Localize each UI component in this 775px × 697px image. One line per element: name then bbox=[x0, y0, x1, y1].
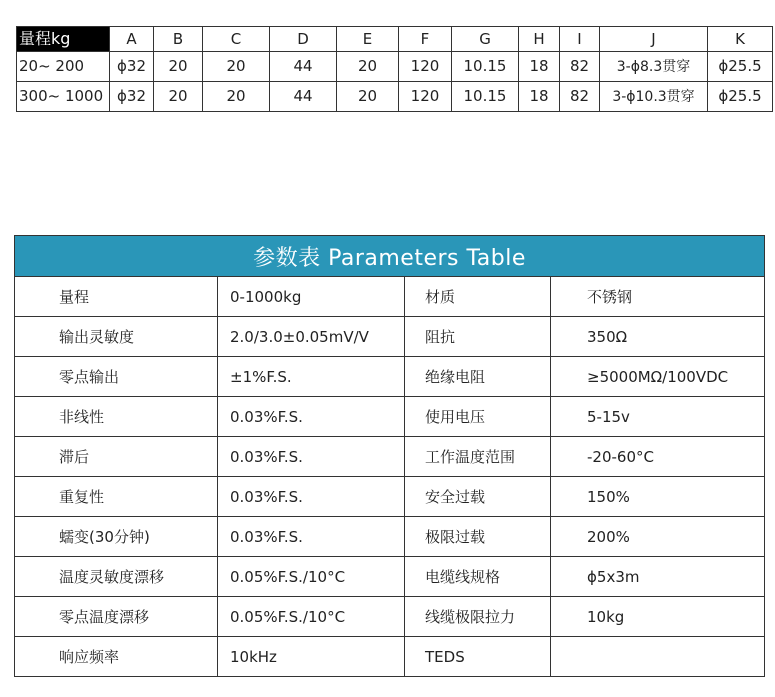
cell-d: 44 bbox=[270, 82, 337, 112]
param-value: 350Ω bbox=[551, 317, 765, 357]
cell-c: 20 bbox=[203, 82, 270, 112]
col-header-j: J bbox=[600, 27, 708, 52]
param-value: -20-60°C bbox=[551, 437, 765, 477]
table-row bbox=[15, 637, 765, 677]
param-name: 滞后 bbox=[15, 437, 218, 477]
range-cell: 20~ 200 bbox=[17, 52, 110, 82]
param-value: 5-15v bbox=[551, 397, 765, 437]
param-name: TEDS bbox=[405, 637, 551, 677]
param-value: 10kHz bbox=[218, 637, 405, 677]
param-value: 150% bbox=[551, 477, 765, 517]
col-header-f: F bbox=[399, 27, 452, 52]
param-value: 200% bbox=[551, 517, 765, 557]
cell-c: 20 bbox=[203, 52, 270, 82]
param-name: 电缆线规格 bbox=[405, 557, 551, 597]
cell-j: 3-ϕ10.3贯穿 bbox=[600, 82, 708, 112]
cell-g: 10.15 bbox=[452, 52, 519, 82]
col-header-k: K bbox=[708, 27, 773, 52]
param-value: 0.05%F.S./10°C bbox=[218, 597, 405, 637]
param-name: 绝缘电阻 bbox=[405, 357, 551, 397]
cell-i: 82 bbox=[560, 82, 600, 112]
table-row bbox=[15, 517, 765, 557]
param-value: ±1%F.S. bbox=[218, 357, 405, 397]
param-name: 温度灵敏度漂移 bbox=[15, 557, 218, 597]
param-name: 工作温度范围 bbox=[405, 437, 551, 477]
param-name: 蠕变(30分钟) bbox=[15, 517, 218, 557]
col-header-b: B bbox=[154, 27, 203, 52]
param-name: 非线性 bbox=[15, 397, 218, 437]
dimension-header-row bbox=[17, 27, 773, 52]
table-row bbox=[17, 82, 773, 112]
cell-f: 120 bbox=[399, 82, 452, 112]
cell-k: ϕ25.5 bbox=[708, 82, 773, 112]
table-row bbox=[15, 557, 765, 597]
table-row bbox=[15, 277, 765, 317]
param-value: 不锈钢 bbox=[551, 277, 765, 317]
range-header: 量程kg bbox=[17, 27, 110, 52]
param-value: 0-1000kg bbox=[218, 277, 405, 317]
param-value: 2.0/3.0±0.05mV/V bbox=[218, 317, 405, 357]
param-name: 阻抗 bbox=[405, 317, 551, 357]
param-name: 输出灵敏度 bbox=[15, 317, 218, 357]
col-header-g: G bbox=[452, 27, 519, 52]
cell-j: 3-ϕ8.3贯穿 bbox=[600, 52, 708, 82]
cell-g: 10.15 bbox=[452, 82, 519, 112]
cell-b: 20 bbox=[154, 52, 203, 82]
table-row bbox=[15, 317, 765, 357]
param-value: 0.03%F.S. bbox=[218, 517, 405, 557]
param-value: 0.05%F.S./10°C bbox=[218, 557, 405, 597]
param-value: 0.03%F.S. bbox=[218, 477, 405, 517]
table-row bbox=[15, 477, 765, 517]
col-header-c: C bbox=[203, 27, 270, 52]
table-row bbox=[15, 397, 765, 437]
cell-a: ϕ32 bbox=[110, 82, 154, 112]
cell-e: 20 bbox=[337, 52, 399, 82]
param-name: 线缆极限拉力 bbox=[405, 597, 551, 637]
range-cell: 300~ 1000 bbox=[17, 82, 110, 112]
cell-h: 18 bbox=[519, 82, 560, 112]
dimension-table bbox=[16, 26, 773, 112]
param-name: 重复性 bbox=[15, 477, 218, 517]
parameters-body bbox=[15, 277, 765, 677]
param-name: 响应频率 bbox=[15, 637, 218, 677]
cell-b: 20 bbox=[154, 82, 203, 112]
parameters-title: 参数表 Parameters Table bbox=[15, 236, 765, 277]
parameters-table bbox=[14, 235, 765, 677]
parameters-header-row bbox=[15, 236, 765, 277]
param-value: ≥5000MΩ/100VDC bbox=[551, 357, 765, 397]
param-value: 0.03%F.S. bbox=[218, 397, 405, 437]
col-header-d: D bbox=[270, 27, 337, 52]
param-name: 量程 bbox=[15, 277, 218, 317]
col-header-e: E bbox=[337, 27, 399, 52]
cell-f: 120 bbox=[399, 52, 452, 82]
cell-i: 82 bbox=[560, 52, 600, 82]
param-name: 材质 bbox=[405, 277, 551, 317]
param-name: 使用电压 bbox=[405, 397, 551, 437]
param-value bbox=[551, 637, 765, 677]
cell-a: ϕ32 bbox=[110, 52, 154, 82]
param-name: 安全过载 bbox=[405, 477, 551, 517]
table-row bbox=[15, 597, 765, 637]
cell-e: 20 bbox=[337, 82, 399, 112]
param-value: 10kg bbox=[551, 597, 765, 637]
cell-k: ϕ25.5 bbox=[708, 52, 773, 82]
table-row bbox=[15, 357, 765, 397]
cell-d: 44 bbox=[270, 52, 337, 82]
col-header-i: I bbox=[560, 27, 600, 52]
table-row bbox=[15, 437, 765, 477]
param-name: 零点温度漂移 bbox=[15, 597, 218, 637]
table-row bbox=[17, 52, 773, 82]
col-header-h: H bbox=[519, 27, 560, 52]
col-header-a: A bbox=[110, 27, 154, 52]
param-name: 极限过载 bbox=[405, 517, 551, 557]
param-name: 零点输出 bbox=[15, 357, 218, 397]
param-value: 0.03%F.S. bbox=[218, 437, 405, 477]
cell-h: 18 bbox=[519, 52, 560, 82]
param-value: ϕ5x3m bbox=[551, 557, 765, 597]
